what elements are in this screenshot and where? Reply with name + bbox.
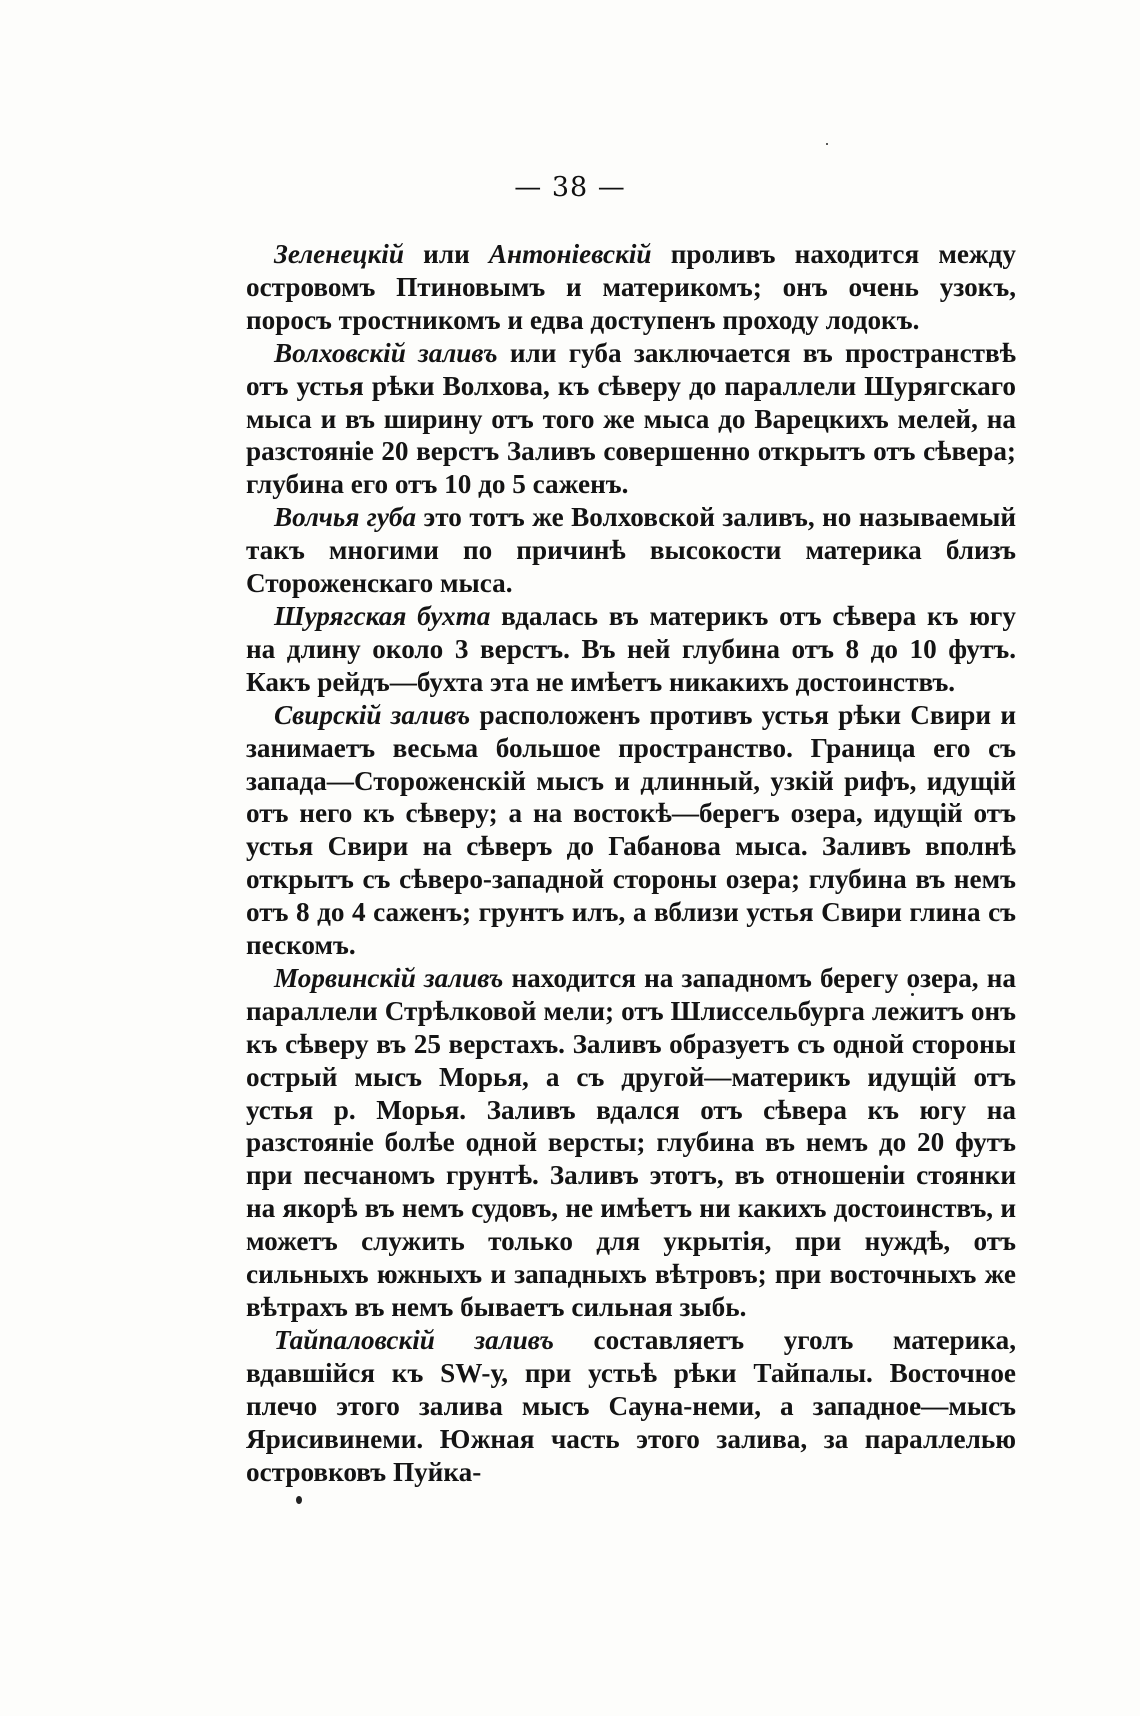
paragraph-body: это тотъ же Волховской заливъ, но называемый такъ многими по причинѣ высокости материка близъ Стороженскаго мыса. [246, 502, 1016, 599]
paragraph-body: или губа заключается въ пространствѣ отъ устья рѣки Волхова, къ сѣверу до параллели Шурягскаго мыса и въ ширину отъ того же мыса до Варецкихъ мелей, на разстояніе 20 верстъ Заливъ совершенно открытъ отъ сѣвера; глубина его отъ 10 до 5 саженъ. [246, 337, 1016, 500]
paragraph-body: вдалась въ материкъ отъ сѣвера къ югу на длину около 3 верстъ. Въ ней глубина отъ 8 до 10 футъ. Какъ рейдъ—бухта эта не имѣетъ никакихъ достоинствъ. [246, 600, 1016, 697]
paragraph-volkhov-bay [246, 337, 1016, 502]
term-shuryag-inlet: Шурягская бухта [274, 600, 491, 631]
ink-speck [826, 143, 828, 145]
paragraph-body: проливъ находится между островомъ Птиновымъ и материкомъ; онъ очень узокъ, поросъ тростникомъ и едва доступенъ проходу лодокъ. [246, 239, 1016, 335]
paragraph-body: находится на западномъ берегу озера, на параллели Стрѣлковой мели; отъ Шлиссельбурга лежитъ онъ къ сѣверу въ 25 верстахъ. Заливъ образуетъ съ одной стороны острый мысъ Морья, а съ другой—материкъ идущій отъ устья р. Морья. Заливъ вдался отъ сѣвера къ югу на разстояніе болѣе одной версты; глубина въ немъ до 20 футъ при песчаномъ грунтѣ. Заливъ этотъ, въ отношеніи стоянки на якорѣ въ немъ судовъ, не имѣетъ ни какихъ достоинствъ, и можетъ служить только для укрытія, при нуждѣ, отъ сильныхъ южныхъ и западныхъ вѣтровъ; при восточныхъ же вѣтрахъ въ немъ бываетъ сильная зыбь. [246, 962, 1016, 1322]
paragraph-connector: или [403, 239, 489, 269]
term-antonievsky: Антоніевскій [488, 239, 652, 269]
paragraph-shuryag-inlet [246, 600, 1016, 699]
paragraph-body: расположенъ противъ устья рѣки Свири и занимаетъ весьма большое пространство. Граница его съ запада—Стороженскій мысъ и длинный, узкій рифъ, идущій отъ него къ сѣверу; а на востокѣ—берегъ озера, идущій отъ устья Свири на сѣверъ до Габанова мыса. Заливъ вполнѣ открытъ съ сѣверо-западной стороны озера; глубина въ немъ отъ 8 до 4 саженъ; грунтъ илъ, а вблизи устья Свири глина съ пескомъ. [246, 699, 1016, 961]
term-taipalovsky-bay: Тайпаловскій заливъ [274, 1324, 554, 1355]
paragraph-morvinsky-bay [246, 962, 1016, 1324]
term-wolf-bay: Волчья губа [274, 502, 417, 533]
term-svir-bay: Свирскій заливъ [274, 699, 471, 730]
page-number: — 38 — [514, 172, 626, 203]
term-volkhov-bay: Волховскій заливъ [274, 337, 498, 368]
paragraph-zelenetsky-strait [246, 238, 1016, 337]
body-text [246, 238, 1016, 1488]
ink-speck [296, 1496, 302, 1504]
paragraph-body: составляетъ уголъ материка, вдавшійся къ SW-у, при устьѣ рѣки Тайпалы. Восточное плечо этого залива мысъ Сауна-неми, а западное—мысъ Ярисивинеми. Южная часть этого залива, за параллелью островковъ Пуйка- [246, 1324, 1016, 1487]
paragraph-svir-bay [246, 699, 1016, 962]
term-morvinsky-bay: Морвинскій заливъ [274, 962, 504, 993]
paragraph-taipalovsky-bay [246, 1324, 1016, 1489]
term-zelenetsky: Зеленецкій [274, 239, 404, 269]
ink-speck [911, 993, 914, 996]
paragraph-wolf-bay [246, 501, 1016, 600]
